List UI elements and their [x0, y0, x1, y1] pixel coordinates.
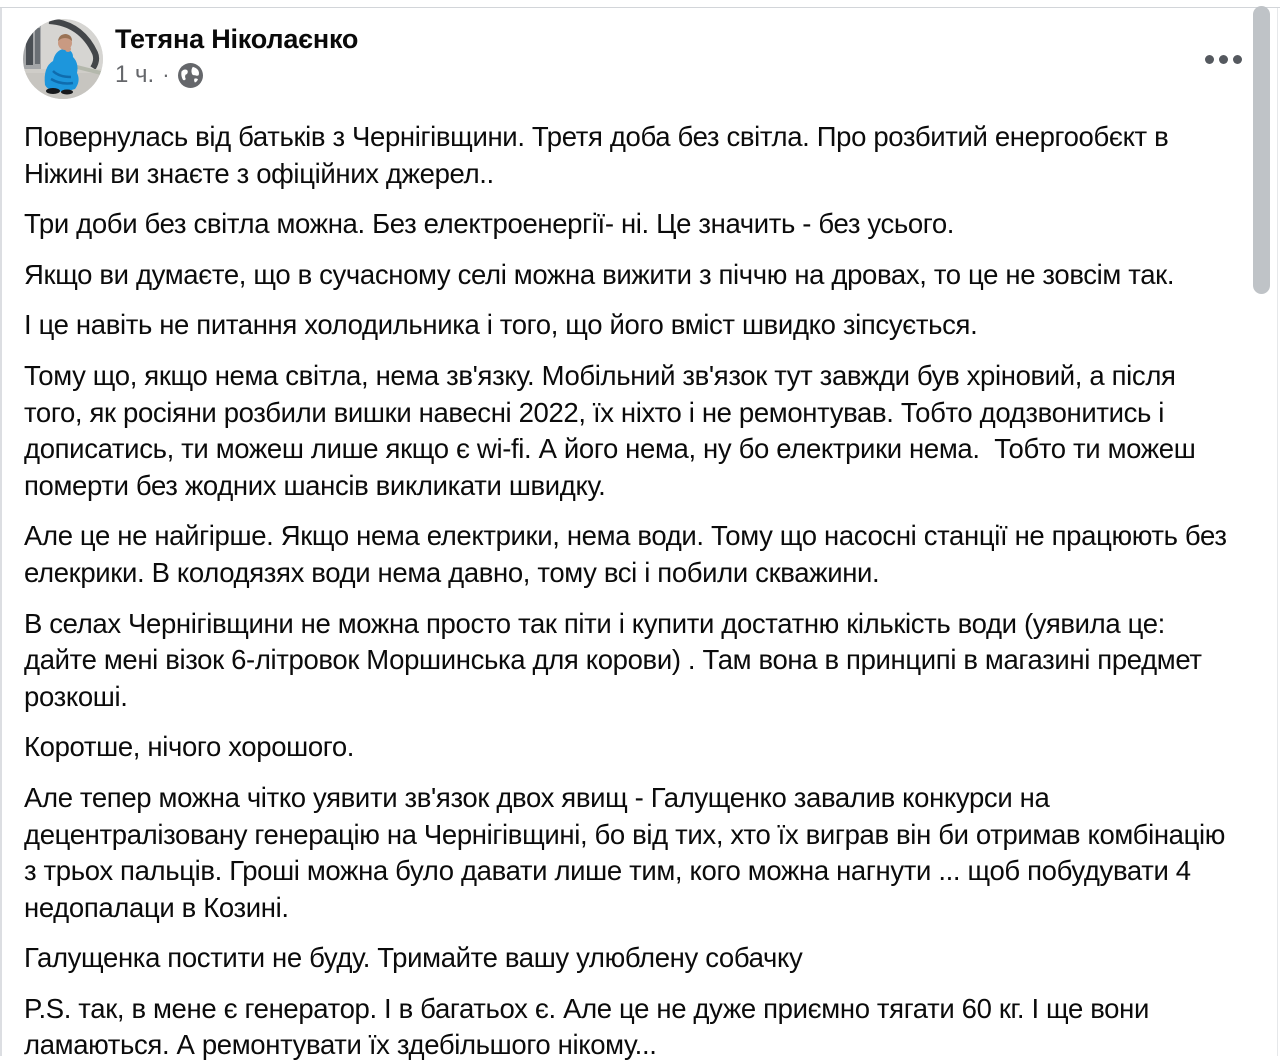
post-paragraph: Якщо ви думаєте, що в сучасному селі можна вижити з піччю на дровах, то це не зовсім так.: [24, 258, 1175, 290]
post-paragraph: Але це не найгірше. Якщо нема електрики, нема води. Тому що насосні станції не працюють без елекрики. В колодязях води нема давно, тому всі і побили скважини.: [24, 520, 1234, 588]
post-meta: [115, 62, 358, 88]
window-left-edge: [0, 8, 2, 1056]
ellipsis-dot: [1219, 55, 1228, 64]
card-top-divider: [0, 7, 1280, 8]
post-paragraph: Повернулась від батьків з Чернігівщини. Третя доба без світла. Про розбитий енергообєкт в Ніжині ви знаєте з офіційних джерел..: [24, 121, 1176, 189]
post-paragraph: В селах Чернігівщини не можна просто так піти і купити достатню кількість води (уявила це: дайте мені візок 6-літровок Моршинська для корови) . Там вона в принципі в магазині предмет розкоші.: [24, 607, 1209, 712]
timestamp[interactable]: 1 ч.: [115, 61, 155, 88]
meta-separator: ·: [162, 62, 170, 87]
post-paragraph: Галущенка постити не буду. Тримайте вашу улюблену собачку: [24, 942, 803, 974]
ellipsis-dot: [1233, 55, 1242, 64]
globe-icon: [178, 63, 203, 88]
post-paragraph: Коротше, нічого хорошого.: [24, 731, 355, 763]
post-menu-button[interactable]: [1193, 42, 1253, 76]
avatar[interactable]: [23, 19, 103, 99]
post-paragraph: Тому що, якщо нема світла, нема зв'язку. Мобільний зв'язок тут завжди був хріновий, а після того, як росіяни розбили вишки навесні 2022, їх ніхто і не ремонтував. Тобто додзвонитись і дописатись, ти можеш лише якщо є wi-fi. А його нема, ну бо електрики нема. Тобто ти можеш померти без жодних шансів викликати швидку.: [24, 359, 1203, 501]
post-header: [23, 19, 358, 99]
post-header-text: [115, 19, 358, 88]
post-paragraph: Три доби без світла можна. Без електроенергії- ні. Це значить - без усього.: [24, 208, 955, 240]
window-right-edge: [1277, 8, 1278, 1056]
scrollbar-thumb[interactable]: [1253, 6, 1270, 294]
avatar-photo: [23, 19, 103, 99]
post-paragraph: Але тепер можна чітко уявити зв'язок двох явищ - Галущенко завалив конкурси на децентралізовану генерацію на Чернігівщині, бо від тих, хто їх виграв він би отримав комбінацію з трьох пальців. Гроші можна було давати лише тим, кого можна нагнути ... щоб побудувати 4 недопалаци в Козині.: [24, 781, 1233, 923]
post-paragraph: P.S. так, в мене є генератор. І в багатьох є. Але це не дуже приємно тягати 60 кг. І ще вони ламаються. А ремонтувати їх здебільшого нікому...: [24, 992, 1157, 1061]
post-paragraph: І це навіть не питання холодильника і того, що його вміст швидко зіпсується.: [24, 309, 978, 341]
ellipsis-dot: [1205, 55, 1214, 64]
post-body: [24, 119, 1236, 1064]
author-name[interactable]: Тетяна Ніколаєнко: [115, 24, 359, 54]
